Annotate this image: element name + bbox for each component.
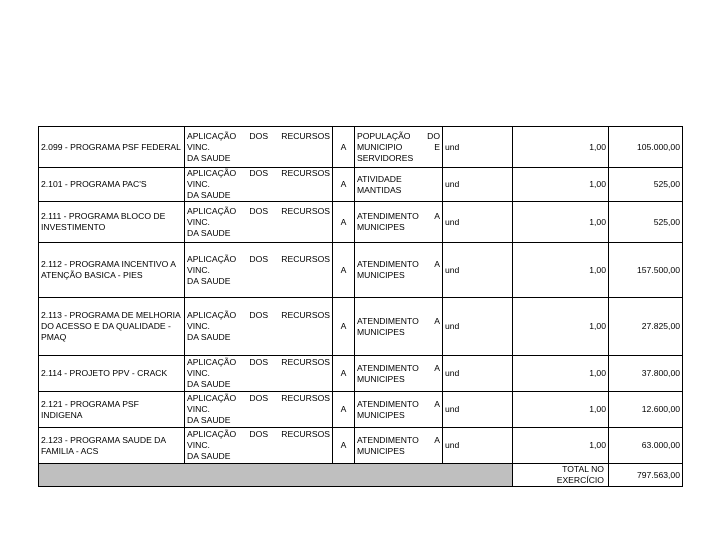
type-cell: A <box>333 428 355 464</box>
meta-line-1b: A <box>434 315 440 326</box>
type-cell: A <box>333 168 355 202</box>
meta-line-1b: A <box>434 362 440 373</box>
description-line-1: APLICAÇÃO DOS RECURSOS VINC. <box>187 393 330 414</box>
table-row <box>39 298 683 356</box>
description-line-1: APLICAÇÃO DOS RECURSOS VINC. <box>187 429 330 450</box>
table-row <box>39 168 683 202</box>
meta-line-1b: DO <box>427 130 440 141</box>
meta-line-1a: ATENDIMENTO <box>357 398 419 409</box>
quantity-cell: 1,00 <box>513 298 609 356</box>
unit-cell: und <box>443 392 513 428</box>
meta-line-1a: ATENDIMENTO <box>357 259 419 269</box>
meta-line-1b: A <box>434 211 440 221</box>
description-cell <box>185 127 333 168</box>
program-cell: 2.099 - PROGRAMA PSF FEDERAL <box>39 127 185 168</box>
description-cell <box>185 298 333 356</box>
description-line-2: DA SAUDE <box>187 415 231 425</box>
value-cell: 525,00 <box>609 168 683 202</box>
meta-line-2a: MUNICIPES <box>357 222 405 232</box>
description-line-1: APLICAÇÃO DOS RECURSOS VINC. <box>187 253 330 275</box>
meta-cell <box>355 243 443 298</box>
value-cell: 525,00 <box>609 202 683 243</box>
type-cell: A <box>333 243 355 298</box>
description-cell <box>185 202 333 243</box>
meta-line-2b: E <box>434 141 440 152</box>
description-cell <box>185 428 333 464</box>
description-line-1: APLICAÇÃO DOS RECURSOS VINC. <box>187 130 330 152</box>
meta-line-2a: MUNICIPES <box>357 373 405 384</box>
program-cell: 2.114 - PROJETO PPV - CRACK <box>39 356 185 392</box>
description-cell <box>185 356 333 392</box>
meta-line-1a: POPULAÇÃO <box>357 130 411 141</box>
meta-line-1a: ATENDIMENTO <box>357 362 419 373</box>
description-cell <box>185 168 333 202</box>
description-line-2: DA SAUDE <box>187 152 231 163</box>
description-line-2: DA SAUDE <box>187 275 231 286</box>
meta-cell <box>355 298 443 356</box>
program-cell: 2.123 - PROGRAMA SAUDE DA FAMILIA - ACS <box>39 428 185 464</box>
program-cell: 2.101 - PROGRAMA PAC'S <box>39 168 185 202</box>
meta-line-2a: MUNICIPES <box>357 445 405 456</box>
type-cell: A <box>333 202 355 243</box>
meta-cell <box>355 127 443 168</box>
description-line-1: APLICAÇÃO DOS RECURSOS VINC. <box>187 310 330 331</box>
table-row <box>39 428 683 464</box>
quantity-cell: 1,00 <box>513 243 609 298</box>
total-value: 797.563,00 <box>609 464 683 487</box>
unit-cell: und <box>443 428 513 464</box>
program-cell: 2.113 - PROGRAMA DE MELHORIA DO ACESSO E DA QUALIDADE - PMAQ <box>39 298 185 356</box>
table-row <box>39 202 683 243</box>
unit-cell: und <box>443 168 513 202</box>
meta-line-1b: A <box>434 398 440 409</box>
description-line-1: APLICAÇÃO DOS RECURSOS VINC. <box>187 357 330 378</box>
meta-line-1a: ATENDIMENTO <box>357 315 419 326</box>
meta-line-2a: MUNICIPES <box>357 270 405 280</box>
table-row <box>39 243 683 298</box>
description-line-2: DA SAUDE <box>187 190 231 200</box>
meta-line-1a: ATIVIDADE <box>357 173 402 184</box>
value-cell: 63.000,00 <box>609 428 683 464</box>
meta-cell <box>355 392 443 428</box>
description-line-1: APLICAÇÃO DOS RECURSOS VINC. <box>187 168 330 189</box>
total-spacer <box>39 464 513 487</box>
description-line-1: APLICAÇÃO DOS RECURSOS VINC. <box>187 205 330 227</box>
description-line-2: DA SAUDE <box>187 227 231 238</box>
meta-line-1a: ATENDIMENTO <box>357 434 419 445</box>
unit-cell: und <box>443 202 513 243</box>
value-cell: 27.825,00 <box>609 298 683 356</box>
budget-table <box>38 126 683 487</box>
description-line-2: DA SAUDE <box>187 379 231 389</box>
table-body <box>39 127 683 487</box>
description-line-2: DA SAUDE <box>187 451 231 461</box>
meta-cell <box>355 168 443 202</box>
meta-line-1b: A <box>434 434 440 445</box>
table-row <box>39 127 683 168</box>
type-cell: A <box>333 298 355 356</box>
value-cell: 105.000,00 <box>609 127 683 168</box>
program-cell: 2.121 - PROGRAMA PSF INDIGENA <box>39 392 185 428</box>
description-cell <box>185 392 333 428</box>
total-row <box>39 464 683 487</box>
description-line-2: DA SAUDE <box>187 332 231 342</box>
meta-line-3a: SERVIDORES <box>357 152 414 163</box>
program-cell: 2.111 - PROGRAMA BLOCO DE INVESTIMENTO <box>39 202 185 243</box>
quantity-cell: 1,00 <box>513 202 609 243</box>
meta-line-2a: MUNICIPES <box>357 409 405 420</box>
total-label: TOTAL NO EXERCÍCIO <box>513 464 609 487</box>
quantity-cell: 1,00 <box>513 168 609 202</box>
table-row <box>39 356 683 392</box>
table-row <box>39 392 683 428</box>
unit-cell: und <box>443 127 513 168</box>
meta-cell <box>355 202 443 243</box>
meta-line-2a: MANTIDAS <box>357 184 402 195</box>
meta-line-1a: ATENDIMENTO <box>357 211 419 221</box>
type-cell: A <box>333 127 355 168</box>
meta-line-2a: MUNICIPIO <box>357 141 403 152</box>
meta-cell <box>355 356 443 392</box>
meta-cell <box>355 428 443 464</box>
unit-cell: und <box>443 356 513 392</box>
unit-cell: und <box>443 298 513 356</box>
value-cell: 12.600,00 <box>609 392 683 428</box>
meta-line-1b: A <box>434 259 440 269</box>
value-cell: 37.800,00 <box>609 356 683 392</box>
unit-cell: und <box>443 243 513 298</box>
quantity-cell: 1,00 <box>513 356 609 392</box>
description-cell <box>185 243 333 298</box>
quantity-cell: 1,00 <box>513 392 609 428</box>
quantity-cell: 1,00 <box>513 127 609 168</box>
quantity-cell: 1,00 <box>513 428 609 464</box>
type-cell: A <box>333 392 355 428</box>
program-cell: 2.112 - PROGRAMA INCENTIVO A ATENÇÃO BASICA - PIES <box>39 243 185 298</box>
meta-line-2a: MUNICIPES <box>357 326 405 337</box>
value-cell: 157.500,00 <box>609 243 683 298</box>
type-cell: A <box>333 356 355 392</box>
